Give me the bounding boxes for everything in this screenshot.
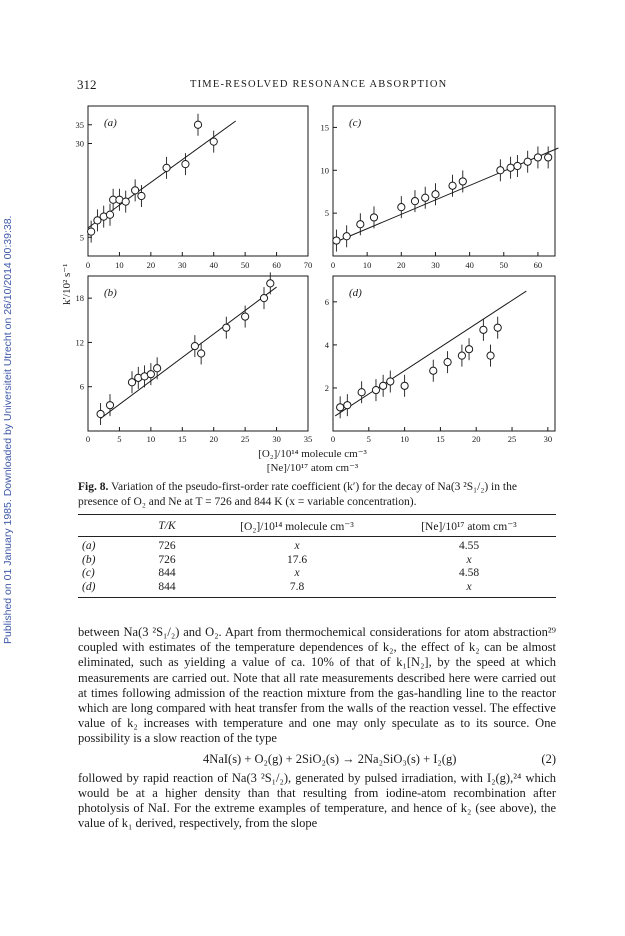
x-tick-label: 10 xyxy=(115,260,124,270)
data-point xyxy=(380,382,387,389)
table-row xyxy=(78,567,556,581)
x-tick-label: 0 xyxy=(85,260,91,270)
table-cell: x xyxy=(466,553,472,566)
x-tick-label: 40 xyxy=(209,260,218,270)
data-point xyxy=(494,324,501,331)
data-point xyxy=(191,343,198,350)
data-point xyxy=(344,402,351,409)
data-point xyxy=(357,221,364,228)
table-cell: 726 xyxy=(158,540,176,552)
data-point xyxy=(497,167,504,174)
table-cell: x xyxy=(466,580,472,593)
y-tick-label: 6 xyxy=(324,296,329,307)
x-tick-label: 20 xyxy=(471,434,481,444)
table-cell: (c) xyxy=(82,567,95,579)
data-point xyxy=(138,192,145,199)
panel-label: (c) xyxy=(349,117,362,129)
y-tick-label: 35 xyxy=(75,119,84,130)
y-tick-label: 18 xyxy=(75,293,84,304)
table-cell: 17.6 xyxy=(286,553,308,566)
y-tick-label: 15 xyxy=(320,122,329,133)
table-row xyxy=(78,581,556,598)
x-tick-label: 15 xyxy=(178,434,187,444)
table-cell: 4.55 xyxy=(458,540,480,552)
table-cell: 844 xyxy=(158,580,176,593)
data-point xyxy=(480,326,487,333)
x-tick-label: 50 xyxy=(499,260,509,270)
data-point xyxy=(97,410,104,417)
y-tick-label: 4 xyxy=(324,339,329,350)
table-cell: (b) xyxy=(82,553,96,566)
x-tick-label: 5 xyxy=(117,434,122,444)
x-tick-label: 30 xyxy=(431,260,440,270)
panel-frame xyxy=(333,106,555,256)
equation-body: 4NaI(s) + O₂(g) + 2SiO₂(s) → 2Na₂SiO₃(s) + I₂(g) xyxy=(203,751,457,766)
x-tick-label: 60 xyxy=(272,260,281,270)
data-point xyxy=(154,365,161,372)
x-tick-label: 0 xyxy=(330,434,336,444)
fit-line xyxy=(101,287,277,418)
data-point xyxy=(210,138,217,145)
data-point xyxy=(128,379,135,386)
data-point xyxy=(422,194,429,201)
caption-text: Variation of the pseudo-first-order rate coefficient (k′) for the decay of Na(3 ²S₁/₂) in the presence of O₂ and Ne at T = 726 and 844 K (x = variable concentration). xyxy=(78,481,517,508)
body-text xyxy=(78,625,556,832)
figure-caption xyxy=(78,480,556,510)
table-row xyxy=(78,554,556,568)
conditions-table xyxy=(78,514,556,598)
x-tick-label: 10 xyxy=(362,260,372,270)
data-point xyxy=(459,178,466,185)
data-point xyxy=(524,158,531,165)
table-cell: x xyxy=(294,567,300,579)
data-point xyxy=(487,352,494,359)
data-point xyxy=(398,204,405,211)
x-tick-label: 40 xyxy=(465,260,474,270)
data-point xyxy=(163,164,170,171)
data-point xyxy=(370,214,377,221)
y-tick-label: 2 xyxy=(324,382,329,393)
data-point xyxy=(358,389,365,396)
x-tick-label: 70 xyxy=(303,260,313,270)
paragraph: followed by rapid reaction of Na(3 ²S₁/₂), generated by pulsed irradiation, with I₂(g),²⁴ which would be at a higher density than that resulting from iodine-atom recombination after photolysis of NaI. For the extreme examples of temperature, and hence of k₂ (see above), the value of k₁ derived, respectively, from the slope xyxy=(78,770,556,831)
data-point xyxy=(458,352,465,359)
x-tick-label: 0 xyxy=(330,260,336,270)
x-tick-label: 25 xyxy=(507,434,517,444)
x-tick-label: 10 xyxy=(146,434,156,444)
x-tick-label: 30 xyxy=(272,434,281,444)
equation-number: (2) xyxy=(541,751,556,766)
data-point xyxy=(182,161,189,168)
table-cell: x xyxy=(294,540,300,552)
data-point xyxy=(223,324,230,331)
x-axis-label-ne: [Ne]/10¹⁷ atom cm⁻³ xyxy=(266,462,359,474)
x-tick-label: 10 xyxy=(400,434,409,444)
data-point xyxy=(337,404,344,411)
panel-a xyxy=(76,106,313,270)
y-tick-label: 12 xyxy=(75,337,84,348)
y-tick-label: 30 xyxy=(75,138,84,149)
running-head: TIME-RESOLVED RESONANCE ABSORPTION xyxy=(190,79,448,90)
x-tick-label: 5 xyxy=(366,434,371,444)
data-point xyxy=(260,295,267,302)
data-point xyxy=(449,182,456,189)
data-point xyxy=(465,346,472,353)
data-point xyxy=(106,211,113,218)
caption-label: Fig. 8. xyxy=(78,481,109,493)
data-point xyxy=(401,382,408,389)
data-point xyxy=(122,198,129,205)
data-point xyxy=(430,367,437,374)
data-point xyxy=(372,386,379,393)
x-tick-label: 60 xyxy=(533,260,543,270)
x-tick-label: 20 xyxy=(397,260,406,270)
data-point xyxy=(267,280,274,287)
table-cell: 4.58 xyxy=(458,567,480,579)
panel-label: (b) xyxy=(104,287,117,299)
data-point xyxy=(444,359,451,366)
x-tick-label: 50 xyxy=(240,260,250,270)
panel-frame xyxy=(333,276,555,431)
table-header: [O₂]/10¹⁴ molecule cm⁻³ xyxy=(240,521,354,533)
data-point xyxy=(343,233,350,240)
equation-2 xyxy=(78,747,556,771)
table-cell: 844 xyxy=(158,567,176,579)
panel-d xyxy=(325,276,555,444)
data-point xyxy=(507,164,514,171)
table-header: [Ne]/10¹⁷ atom cm⁻³ xyxy=(421,521,517,533)
table-cell: 726 xyxy=(158,553,176,566)
table-cell: (d) xyxy=(82,580,96,593)
panel-c xyxy=(321,106,559,270)
panel-b xyxy=(76,272,313,444)
data-point xyxy=(333,237,340,244)
y-tick-label: 6 xyxy=(79,381,84,392)
data-point xyxy=(387,378,394,385)
y-tick-label: 5 xyxy=(79,232,84,243)
y-tick-label: 10 xyxy=(320,165,329,176)
y-axis-label: k′/10² s⁻¹ xyxy=(61,263,73,305)
x-tick-label: 25 xyxy=(240,434,250,444)
x-tick-label: 15 xyxy=(436,434,445,444)
publication-note: Published on 01 January 1985. Downloaded by Universiteit Utrecht on 26/10/2014 00:39:38. xyxy=(2,215,14,645)
data-point xyxy=(147,371,154,378)
x-axis-label-o2: [O₂]/10¹⁴ molecule cm⁻³ xyxy=(258,448,367,460)
table-row xyxy=(78,537,556,554)
x-tick-label: 30 xyxy=(178,260,187,270)
data-point xyxy=(198,350,205,357)
data-point xyxy=(194,121,201,128)
page-number: 312 xyxy=(77,77,97,92)
panel-label: (d) xyxy=(349,287,362,299)
data-point xyxy=(432,191,439,198)
data-point xyxy=(242,313,249,320)
table-header-row xyxy=(78,515,556,537)
panel-label: (a) xyxy=(104,117,117,129)
y-tick-label: 5 xyxy=(324,208,329,219)
data-point xyxy=(106,402,113,409)
data-point xyxy=(132,187,139,194)
table-cell: 7.8 xyxy=(289,580,305,593)
data-point xyxy=(88,228,95,235)
paragraph: between Na(3 ²S₁/₂) and O₂. Apart from thermochemical considerations for atom abstraction²⁹ coupled with estimates of the temperature dependences of k₂, the effect of k₂ can be almost eliminated, such as yielding a value of ca. 10% of that of k₁[N₂], by the speed at which measurements are carried out. Note that all rate measurements described here were carried out at times following admission of the reaction mixture from the gas-handling line to the reactor which are long compared with heat transfer from the walls of the reaction vessel. The effective value of k₂ increases with temperature and one may only speculate as to its source. One possibility is a slow reaction of the type xyxy=(78,625,556,746)
x-tick-label: 35 xyxy=(303,434,313,444)
x-tick-label: 20 xyxy=(146,260,156,270)
data-point xyxy=(514,162,521,169)
data-point xyxy=(545,154,552,161)
table-header xyxy=(78,515,122,537)
data-point xyxy=(411,198,418,205)
table-cell: (a) xyxy=(82,540,96,552)
fit-line xyxy=(335,291,526,416)
x-tick-label: 0 xyxy=(85,434,91,444)
data-point xyxy=(534,154,541,161)
x-tick-label: 30 xyxy=(543,434,553,444)
table-header: T/K xyxy=(158,520,176,532)
x-tick-label: 20 xyxy=(209,434,218,444)
